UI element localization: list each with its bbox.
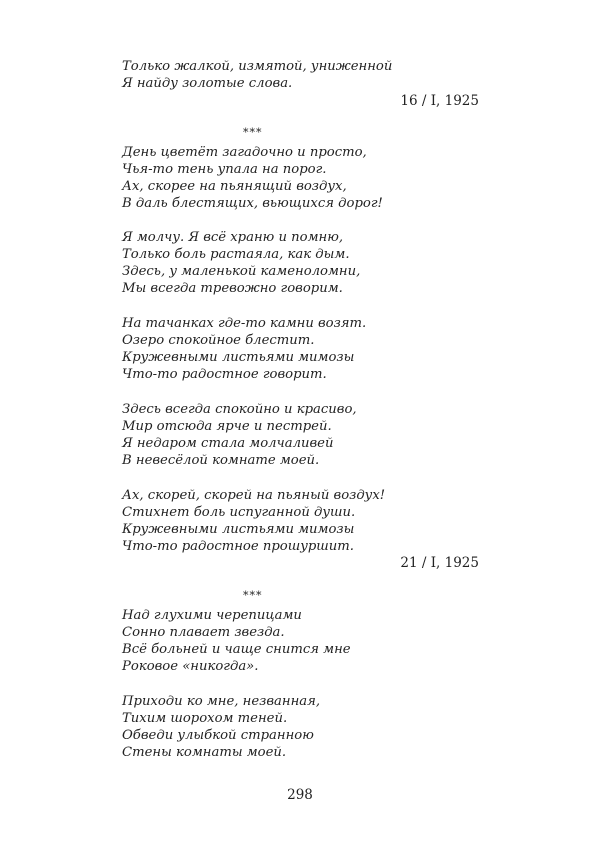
page-number: 298	[287, 787, 313, 803]
poem2-s1-l1: Над глухими черепицами	[122, 608, 302, 623]
fragment-date: 16 / I, 1925	[400, 93, 479, 109]
poem1-s2-l2: Только боль растаяла, как дым.	[122, 247, 350, 262]
poem1-s1-l3: Ах, скорее на пьянящий воздух,	[122, 179, 347, 194]
poem2-s2-l1: Приходи ко мне, незванная,	[122, 694, 321, 709]
poem1-s3-l2: Озеро спокойное блестит.	[122, 333, 315, 348]
poem2-s2-l2: Тихим шорохом теней.	[122, 711, 288, 726]
poem1-separator: ***	[243, 126, 263, 139]
poem2-s1-l4: Роковое «никогда».	[122, 659, 259, 674]
poem1-s1-l1: День цветёт загадочно и просто,	[122, 145, 367, 160]
poem1-s4-l4: В невесёлой комнате моей.	[122, 453, 320, 468]
poem1-s3-l4: Что-то радостное говорит.	[122, 367, 327, 382]
poem2-s2-l3: Обведи улыбкой странною	[122, 728, 314, 743]
poem1-s5-l3: Кружевными листьями мимозы	[122, 522, 355, 537]
poem1-s5-l4: Что-то радостное прошуршит.	[122, 539, 354, 554]
poem1-s1-l2: Чья-то тень упала на порог.	[122, 162, 327, 177]
poem2-s1-l3: Всё больней и чаще снится мне	[122, 642, 351, 657]
fragment-line-2: Я найду золотые слова.	[122, 76, 293, 91]
poem1-s1-l4: В даль блестящих, вьющихся дорог!	[122, 196, 383, 211]
poem1-s2-l4: Мы всегда тревожно говорим.	[122, 281, 343, 296]
poem1-s2-l1: Я молчу. Я всё храню и помню,	[122, 230, 344, 245]
fragment-line-1: Только жалкой, измятой, униженной	[122, 59, 393, 74]
poem1-s5-l2: Стихнет боль испуганной души.	[122, 505, 356, 520]
poem1-s3-l3: Кружевными листьями мимозы	[122, 350, 355, 365]
poem2-s2-l4: Стены комнаты моей.	[122, 745, 287, 760]
poem1-s5-l1: Ах, скорей, скорей на пьяный воздух!	[122, 488, 386, 503]
poem1-s4-l2: Мир отсюда ярче и пестрей.	[122, 419, 332, 434]
poem2-separator: ***	[243, 589, 263, 602]
poem2-s1-l2: Сонно плавает звезда.	[122, 625, 285, 640]
poem1-date: 21 / I, 1925	[400, 555, 479, 571]
poem1-s4-l1: Здесь всегда спокойно и красиво,	[122, 402, 357, 417]
poem1-s3-l1: На тачанках где-то камни возят.	[122, 316, 367, 331]
poem1-s2-l3: Здесь, у маленькой каменоломни,	[122, 264, 361, 279]
poem1-s4-l3: Я недаром стала молчаливей	[122, 436, 334, 451]
